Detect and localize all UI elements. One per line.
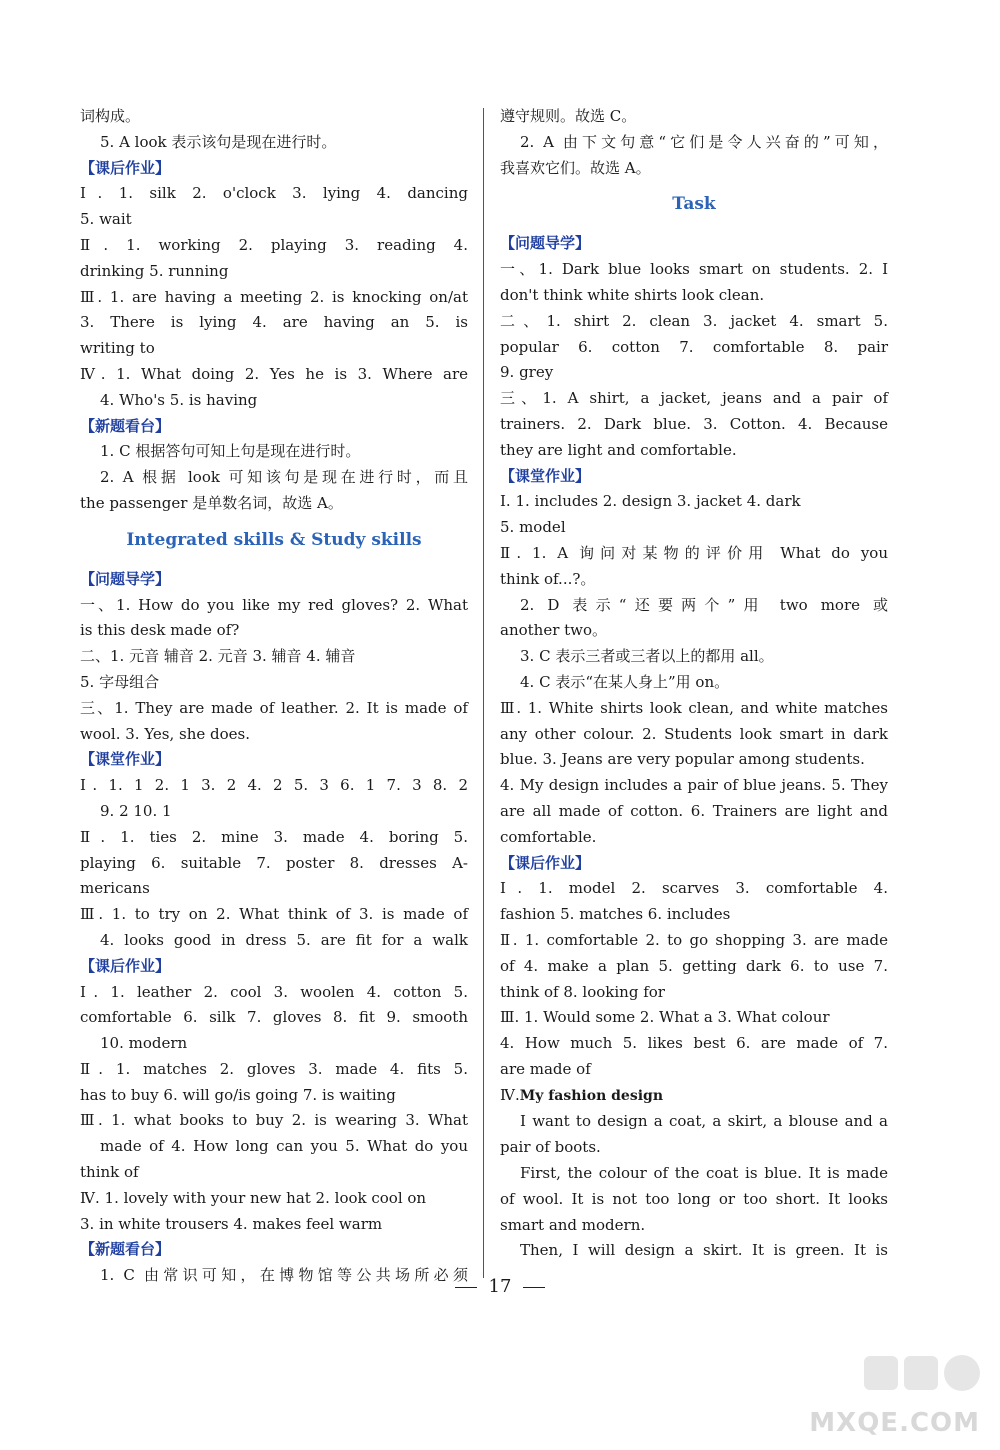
answer-line: 一、1. Dark blue looks smart on students. 2. I xyxy=(500,260,888,279)
answer-line: any other colour. 2. Students look smart in dark xyxy=(500,724,888,743)
answer-line: are all made of cotton. 6. Trainers are light and xyxy=(500,801,888,820)
answer-line: 4. How much 5. likes best 6. are made of 7. xyxy=(500,1034,888,1053)
answer-line: 遵守规则。故选 C。 xyxy=(500,107,637,125)
answer-line: 4. Who's 5. is having xyxy=(100,390,258,409)
right-column xyxy=(500,104,888,1264)
answer-line: Ⅱ. 1. working 2. playing 3. reading 4. xyxy=(80,235,468,254)
section-label: 【课后作业】 xyxy=(80,158,171,177)
watermark-text: MXQE.COM xyxy=(809,1408,980,1438)
page-number-text: 17 xyxy=(488,1276,512,1297)
answer-line: Ⅳ. 1. What doing 2. Yes he is 3. Where are xyxy=(80,364,468,383)
answer-line: has to buy 6. will go/is going 7. is waiting xyxy=(80,1085,396,1104)
answer-line: Ⅲ. 1. what books to buy 2. is wearing 3. What xyxy=(80,1111,468,1130)
section-heading: Task xyxy=(672,194,716,215)
answer-line: 二、1. 元音 辅音 2. 元音 3. 辅音 4. 辅音 xyxy=(80,647,356,666)
answer-line: playing 6. suitable 7. poster 8. dresses A- xyxy=(80,853,468,872)
answer-line: 2. A 由下文句意“它们是令人兴奋的”可知， xyxy=(520,132,888,151)
answer-line: Ⅲ. 1. to try on 2. What think of 3. is made of xyxy=(80,905,468,924)
answer-line: Ⅲ. 1. are having a meeting 2. is knocking on/at xyxy=(80,287,468,306)
section-label: 【课后作业】 xyxy=(500,853,591,872)
answer-line: 9. grey xyxy=(500,363,554,382)
section-label: 【新题看台】 xyxy=(80,416,171,435)
answer-line: 10. modern xyxy=(100,1034,188,1053)
answer-line: 4. My design includes a pair of blue jeans. 5. They xyxy=(500,776,888,795)
answer-line: Ⅲ. 1. White shirts look clean, and white matches xyxy=(500,698,888,717)
answer-line: 1. C 由常识可知，在博物馆等公共场所必须 xyxy=(100,1266,468,1285)
section-heading: Integrated skills & Study skills xyxy=(126,529,422,550)
column-divider xyxy=(483,108,484,1278)
answer-line: 2. A 根据 look 可知该句是现在进行时，而且 xyxy=(100,468,468,487)
answer-line: wool. 3. Yes, she does. xyxy=(80,724,251,743)
section-label: 【课堂作业】 xyxy=(500,466,591,485)
answer-line: writing to xyxy=(80,339,155,358)
answer-line: Ⅳ. 1. lovely with your new hat 2. look cool on xyxy=(80,1188,427,1207)
answer-line: blue. 3. Jeans are very popular among students. xyxy=(500,750,865,769)
answer-line: 1. C 根据答句可知上句是现在进行时。 xyxy=(100,442,361,461)
answer-line: 5. model xyxy=(500,518,566,537)
answer-line: pair of boots. xyxy=(500,1138,601,1157)
answer-line: 2. D 表示“还要两个”用 two more 或 xyxy=(520,595,888,614)
answer-line: trainers. 2. Dark blue. 3. Cotton. 4. Because xyxy=(500,414,888,433)
answer-line: Ⅰ. 1. leather 2. cool 3. woolen 4. cotton 5. xyxy=(80,982,468,1001)
section-label: 【问题导学】 xyxy=(500,234,591,253)
answer-line: 3. in white trousers 4. makes feel warm xyxy=(80,1214,383,1233)
answer-line: 3. There is lying 4. are having an 5. is xyxy=(80,313,468,332)
answer-line: comfortable 6. silk 7. gloves 8. fit 9. smooth xyxy=(80,1008,468,1027)
section-label: 【课后作业】 xyxy=(80,956,171,975)
answer-line: made of 4. How long can you 5. What do you xyxy=(100,1137,468,1156)
section-label: 【问题导学】 xyxy=(80,569,171,588)
answer-line: think of 8. looking for xyxy=(500,982,665,1001)
answer-line: 3. C 表示三者或三者以上的都用 all。 xyxy=(520,647,774,666)
answer-line: Ⅰ. 1. includes 2. design 3. jacket 4. dark xyxy=(500,492,801,511)
answer-line: they are light and comfortable. xyxy=(500,440,737,459)
essay-roman-numeral: Ⅳ. xyxy=(500,1085,520,1104)
answer-line: 词构成。 xyxy=(80,107,141,125)
answer-line: 三、1. A shirt, a jacket, jeans and a pair of xyxy=(500,389,888,408)
section-label: 【课堂作业】 xyxy=(80,750,171,769)
answer-line: 三、1. They are made of leather. 2. It is made of xyxy=(80,698,468,717)
answer-line: another two。 xyxy=(500,621,608,640)
answer-line: 4. C 表示“在某人身上”用 on。 xyxy=(520,672,730,691)
answer-line: 二、1. shirt 2. clean 3. jacket 4. smart 5. xyxy=(500,311,888,330)
answer-line: Ⅰ. 1. silk 2. o'clock 3. lying 4. dancing xyxy=(80,184,468,203)
answer-line: are made of xyxy=(500,1059,591,1078)
answer-line: popular 6. cotton 7. comfortable 8. pair xyxy=(500,337,888,356)
essay-title: My fashion design xyxy=(519,1087,663,1104)
page-number-dash-right xyxy=(523,1287,545,1288)
answer-line: 5. 字母组合 xyxy=(80,672,160,691)
answer-line: Ⅱ. 1. comfortable 2. to go shopping 3. are made xyxy=(500,930,888,949)
answer-line: smart and modern. xyxy=(500,1215,646,1234)
page-number xyxy=(0,1276,1000,1297)
answer-line: 4. looks good in dress 5. are fit for a walk xyxy=(100,930,468,949)
answer-line: 5. wait xyxy=(80,210,132,229)
answer-line: is this desk made of? xyxy=(80,621,240,640)
answer-line: fashion 5. matches 6. includes xyxy=(500,905,731,924)
answer-line: Ⅱ. 1. A 询问对某物的评价用 What do you xyxy=(500,543,888,562)
section-label: 【新题看台】 xyxy=(80,1240,171,1259)
answer-line: Ⅰ. 1. model 2. scarves 3. comfortable 4. xyxy=(500,879,888,898)
answer-line: think of xyxy=(80,1163,139,1182)
answer-line: 一、1. How do you like my red gloves? 2. What xyxy=(80,595,468,614)
answer-line: Ⅲ. 1. Would some 2. What a 3. What colour xyxy=(500,1008,830,1027)
page-number-dash-left xyxy=(455,1287,477,1288)
answer-line: mericans xyxy=(80,879,150,898)
answer-line: don't think white shirts look clean. xyxy=(500,285,765,304)
answer-line: Ⅱ. 1. matches 2. gloves 3. made 4. fits 5. xyxy=(80,1059,468,1078)
answer-line: 我喜欢它们。故选 A。 xyxy=(500,158,651,177)
answer-line: I want to design a coat, a skirt, a blouse and a xyxy=(520,1112,888,1131)
left-column xyxy=(80,104,468,1289)
essay-title-line xyxy=(500,1083,888,1110)
answer-line: Then, I will design a skirt. It is green. It is xyxy=(520,1241,888,1260)
answer-line: the passenger 是单数名词，故选 A。 xyxy=(80,493,343,512)
answer-line: of wool. It is not too long or too short. It looks xyxy=(500,1189,888,1208)
answer-line: 9. 2 10. 1 xyxy=(100,801,172,820)
answer-line: of 4. make a plan 5. getting dark 6. to use 7. xyxy=(500,956,888,975)
answer-line: First, the colour of the coat is blue. It is made xyxy=(520,1164,888,1183)
answer-line: think of...?。 xyxy=(500,569,596,588)
answer-line: 5. A look 表示该句是现在进行时。 xyxy=(100,132,337,151)
answer-line: Ⅰ. 1. 1 2. 1 3. 2 4. 2 5. 3 6. 1 7. 3 8. 2 xyxy=(80,776,468,795)
answer-line: drinking 5. running xyxy=(80,261,229,280)
answer-line: comfortable. xyxy=(500,827,597,846)
answer-line: Ⅱ. 1. ties 2. mine 3. made 4. boring 5. xyxy=(80,827,468,846)
